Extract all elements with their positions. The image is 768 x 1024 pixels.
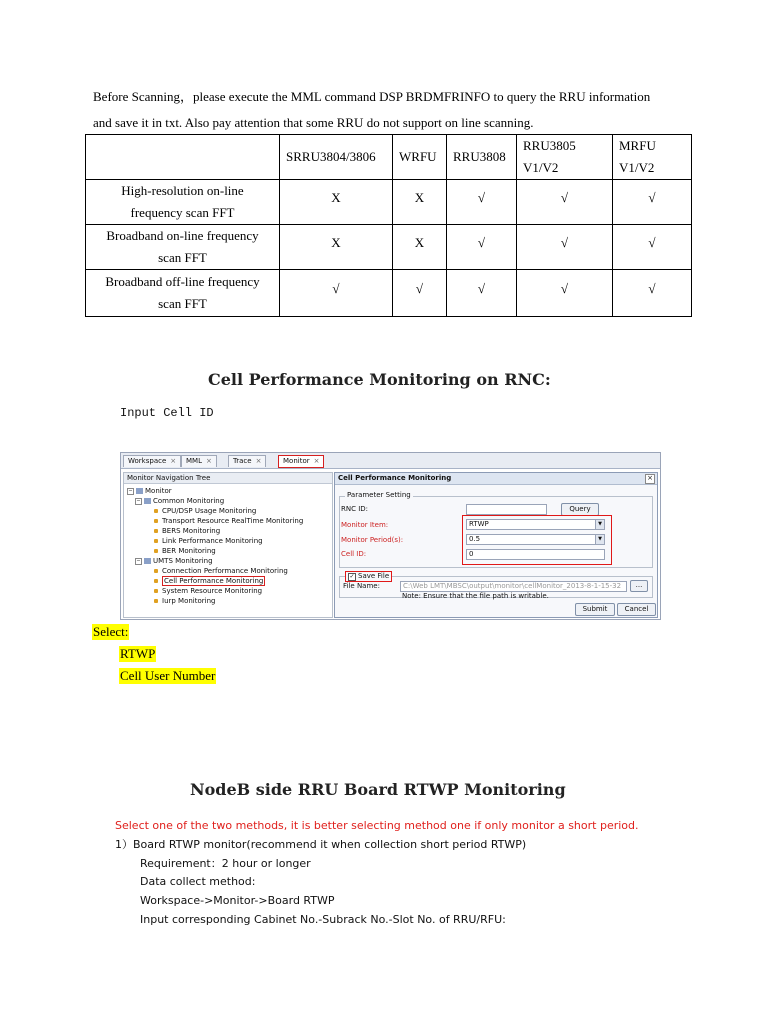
select-label: Select: (93, 624, 129, 639)
section-title-nodeb-rtwp: NodeB side RRU Board RTWP Monitoring (190, 780, 566, 799)
table-header-rru3805 (517, 135, 613, 180)
lmt-screenshot (120, 452, 661, 620)
support-mark: X (393, 180, 447, 225)
monitor-item-icon (154, 519, 158, 523)
nav-tree-title: Monitor Navigation Tree (124, 473, 332, 484)
rru-support-table (85, 134, 692, 317)
monitor-period-select[interactable]: 0.5 ▼ (466, 534, 605, 545)
select-option-cell-user-number: Cell User Number (120, 668, 216, 683)
intro-line-1: Before Scanning，please execute the MML command DSP BRDMFRINFO to query the RRU information (93, 89, 651, 104)
row-label (86, 180, 280, 225)
tree-item[interactable]: Iurp Monitoring (154, 596, 215, 606)
monitor-item-select[interactable]: RTWP ▼ (466, 519, 605, 530)
dropdown-arrow-icon[interactable]: ▼ (595, 520, 604, 529)
monitor-item-icon (154, 579, 158, 583)
rnc-id-label: RNC ID: (341, 505, 369, 513)
intro-paragraph (93, 84, 693, 136)
table-header-blank (86, 135, 280, 180)
input-cabinet-line: Input corresponding Cabinet No.-Subrack No.-Slot No. of RRU/RFU: (140, 913, 506, 926)
table-header-wrfu: WRFU (393, 135, 447, 180)
folder-icon (144, 498, 151, 504)
mrfu-line1: MRFU (619, 138, 656, 153)
table-row (86, 225, 692, 270)
rru3805-line2: V1/V2 (523, 160, 559, 175)
table-header-row (86, 135, 692, 180)
input-cell-id-instruction: Input Cell ID (120, 406, 214, 420)
save-file-checkbox[interactable]: ✓ Save File (345, 571, 392, 582)
support-mark: X (280, 180, 393, 225)
tree-node-umts-monitoring[interactable]: − UMTS Monitoring (136, 557, 213, 565)
method-selection-note: Select one of the two methods, it is better selecting method one if only monitor a short period. (115, 819, 639, 832)
tree-item[interactable]: BER Monitoring (154, 546, 216, 556)
rru3805-line1: RRU3805 (523, 138, 576, 153)
row-label-line: scan FFT (158, 296, 207, 311)
monitor-period-label: Monitor Period(s): (341, 536, 404, 544)
dialog-title: Cell Performance Monitoring × (335, 473, 657, 485)
monitor-item-icon (154, 539, 158, 543)
tree-item[interactable]: BERS Monitoring (154, 526, 220, 536)
support-mark: X (393, 225, 447, 270)
support-mark: √ (447, 180, 517, 225)
support-mark: √ (613, 270, 692, 317)
close-icon[interactable]: × (645, 474, 655, 484)
support-mark: √ (613, 180, 692, 225)
table-header-mrfu (613, 135, 692, 180)
tree-node-monitor[interactable]: − Monitor (128, 487, 172, 495)
monitor-navigation-tree (123, 472, 333, 618)
support-mark: √ (447, 225, 517, 270)
monitor-item-icon (154, 529, 158, 533)
mrfu-line2: V1/V2 (619, 160, 655, 175)
row-label-line: frequency scan FFT (130, 205, 235, 220)
support-mark: √ (613, 225, 692, 270)
row-label (86, 225, 280, 270)
collapse-icon[interactable]: − (136, 557, 141, 564)
file-path-note: Note: Ensure that the file path is writable. (402, 592, 549, 600)
select-option-rtwp: RTWP (120, 646, 156, 661)
collapse-icon[interactable]: − (128, 487, 133, 494)
support-mark: √ (280, 270, 393, 317)
method-one-line: 1）Board RTWP monitor(recommend it when collection short period RTWP) (115, 838, 527, 851)
browse-button[interactable]: ... (630, 580, 648, 592)
cancel-button[interactable]: Cancel (617, 603, 656, 616)
folder-icon (144, 558, 151, 564)
file-name-input[interactable]: C:\Web LMT\MBSC\output\monitor\cellMonitor_2013-8-1-15-32 (400, 581, 627, 592)
monitor-item-icon (154, 589, 158, 593)
dropdown-arrow-icon[interactable]: ▼ (595, 535, 604, 544)
row-label (86, 270, 280, 317)
rnc-id-input[interactable] (466, 504, 547, 515)
support-mark: √ (517, 225, 613, 270)
cell-performance-monitoring-dialog (334, 472, 658, 618)
group-legend: Parameter Setting (347, 491, 411, 499)
intro-line-2: and save it in txt. Also pay attention that some RRU do not support on line scanning. (93, 115, 534, 130)
monitor-item-icon (154, 599, 158, 603)
row-label-line: Broadband off-line frequency (105, 274, 260, 289)
table-header-rru3808: RRU3808 (447, 135, 517, 180)
tree-item[interactable]: Link Performance Monitoring (154, 536, 263, 546)
table-row (86, 270, 692, 317)
submit-button[interactable]: Submit (575, 603, 615, 616)
tab-monitor[interactable]: Monitor × (278, 455, 324, 468)
checkbox-check-icon[interactable]: ✓ (349, 573, 355, 580)
support-mark: √ (447, 270, 517, 317)
cell-id-label: Cell ID: (341, 550, 367, 558)
data-collect-method-line: Data collect method: (140, 875, 256, 888)
support-mark: X (280, 225, 393, 270)
row-label-line: scan FFT (158, 250, 207, 265)
monitor-item-icon (154, 509, 158, 513)
query-button[interactable]: Query (561, 503, 599, 516)
table-header-srru: SRRU3804/3806 (280, 135, 393, 180)
row-label-line: High-resolution on-line (121, 183, 244, 198)
tree-item[interactable]: CPU/DSP Usage Monitoring (154, 506, 256, 516)
file-name-label: File Name: (343, 582, 380, 590)
folder-icon (136, 488, 143, 494)
workspace-tab-bar (121, 453, 660, 469)
requirement-line: Requirement：2 hour or longer (140, 857, 311, 870)
cell-id-input[interactable]: 0 (466, 549, 605, 560)
row-label-line: Broadband on-line frequency (106, 228, 259, 243)
monitor-item-icon (154, 549, 158, 553)
tree-node-common-monitoring[interactable]: − Common Monitoring (136, 497, 225, 505)
highlight-box (462, 515, 612, 565)
table-row (86, 180, 692, 225)
monitor-item-label: Monitor Item: (341, 521, 389, 529)
tab-mml[interactable]: MML × (181, 455, 217, 467)
workspace-path-line: Workspace->Monitor->Board RTWP (140, 894, 335, 907)
tree-item-cell-performance-monitoring[interactable]: Cell Performance Monitoring (154, 576, 265, 586)
tab-trace[interactable]: Trace × (228, 455, 266, 467)
collapse-icon[interactable]: − (136, 497, 141, 504)
section-title-cell-performance: Cell Performance Monitoring on RNC: (208, 370, 551, 389)
monitor-item-icon (154, 569, 158, 573)
tree-item[interactable]: Connection Performance Monitoring (154, 566, 288, 576)
tree-item[interactable]: Transport Resource RealTime Monitoring (154, 516, 303, 526)
support-mark: √ (517, 270, 613, 317)
support-mark: √ (393, 270, 447, 317)
tab-workspace[interactable]: Workspace × (123, 455, 181, 467)
tree-item[interactable]: System Resource Monitoring (154, 586, 262, 596)
support-mark: √ (517, 180, 613, 225)
